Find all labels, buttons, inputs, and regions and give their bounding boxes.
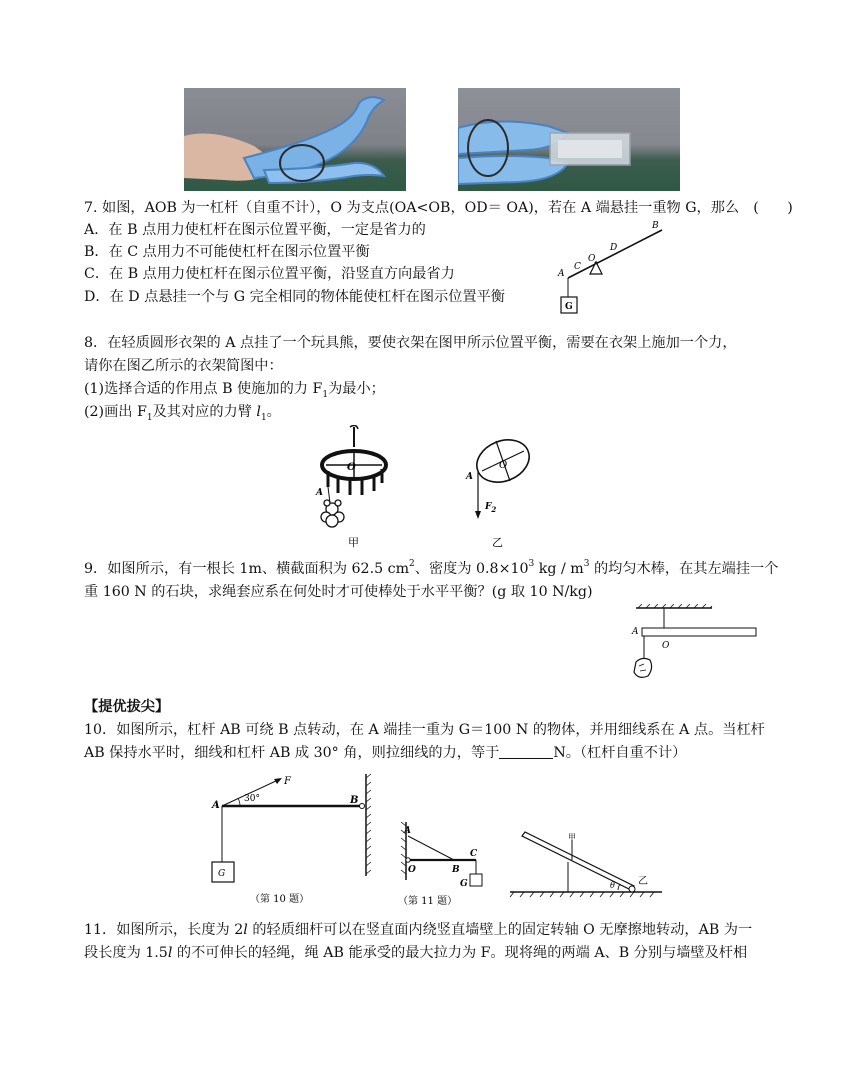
q8-item2-mid: 及其对应的力臂 — [152, 404, 257, 420]
q10-answer-blank[interactable] — [499, 744, 553, 759]
q9-sup1: 2 — [409, 559, 415, 569]
q10-label-b: B — [350, 795, 359, 806]
q9-figure — [624, 604, 764, 684]
q8-item2-pre: (2)画出 F — [84, 404, 147, 420]
q10-label-a: A — [212, 800, 220, 811]
q8-jia-caption: 甲 — [348, 536, 359, 549]
q11-label-c: C — [470, 849, 478, 859]
q7-label-b: B — [652, 221, 659, 231]
q9-l1a: 9．如图所示，有一根长 1m、横截面积为 62.5 cm — [84, 561, 410, 577]
q9-line2: 重 160 N 的石块，求绳套应系在何处时才可使棒处于水平平衡？(g 取 10 N/kg) — [84, 584, 593, 600]
q10-caption: （第 10 题） — [250, 894, 310, 905]
q8-figure-yi — [458, 425, 548, 553]
q11-caption: （第 11 题） — [398, 896, 458, 907]
q11-label-b: B — [452, 865, 460, 875]
q9-sup2: 3 — [528, 559, 535, 569]
q8-line1: 8．在轻质圆形衣架的 A 点挂了一个玩具熊，要使衣架在图甲所示位置平衡，需要在衣架上施加一个力， — [84, 335, 737, 351]
q8-yi-label-f: $F_2$ — [485, 502, 497, 514]
q11-line1 — [84, 920, 752, 940]
q8-item2 — [84, 402, 281, 423]
q7-option-c: C．在 B 点用力使杠杆在图示位置平衡，沿竖直方向最省力 — [84, 266, 455, 282]
q8-item2-l: l — [256, 404, 261, 420]
q10-line1: 10．如图所示，杠杆 AB 可绕 B 点转动，在 A 端挂一重为 G＝100 N 的物体，并用细线系在 A 点。当杠杆 — [84, 722, 765, 738]
q11-figure — [396, 820, 496, 910]
q7-option-d: D．在 D 点悬挂一个与 G 完全相同的物体能使杠杆在图示位置平衡 — [84, 289, 505, 305]
q8-item1-post: 为最小； — [328, 381, 385, 397]
q7-label-a: A — [558, 269, 565, 279]
q11-line2 — [84, 943, 747, 963]
clip-photo-box-drawing — [458, 88, 680, 191]
q11-line1-pre: 11．如图所示，长度为 2 — [84, 922, 244, 938]
q11-line2-post: 的不可伸长的轻绳，绳 AB 能承受的最大拉力为 F。现将绳的两端 A、B 分别与墙壁及杆相 — [172, 945, 748, 961]
q8-item1 — [84, 379, 385, 400]
q10-label-angle: 30° — [244, 794, 260, 804]
q8-item2-sub: 1 — [146, 412, 153, 423]
q7-label-c: C — [574, 262, 581, 272]
q11-line1-post: 的轻质细杆可以在竖直面内绕竖直墙壁上的固定转轴 O 无摩擦地转动，AB 为一 — [247, 922, 753, 938]
clip-photo-box — [458, 88, 680, 191]
q7-stem: 7. 如图，AOB 为一杠杆（自重不计），O 为支点(OA<OB，OD＝ OA)，若在 A 端悬挂一重物 G，那么 ( ) — [84, 200, 793, 216]
q11-line2-l: l — [167, 945, 173, 961]
q10-label-f: F — [284, 776, 291, 787]
q7-label-g: G — [565, 302, 573, 312]
q10-line2-pre: AB 保持水平时，细线和杠杆 AB 成 30° 角，则拉细线的力，等于 — [84, 745, 500, 761]
q8-yi-label-o: O — [499, 460, 508, 471]
q10-line2-post: N。（杠杆自重不计） — [553, 745, 687, 761]
q10-label-g: G — [218, 869, 226, 879]
q7-lever-figure — [540, 218, 670, 318]
q10-line2 — [84, 743, 686, 763]
q8-line2: 请你在图乙所示的衣架简图中： — [84, 358, 283, 374]
plank-label-jia: 甲 — [568, 833, 576, 842]
q8-item1-pre: (1)选择合适的作用点 B 使施加的力 F — [84, 381, 323, 397]
q11-label-a: A — [404, 826, 411, 836]
q8-item2-lsub: 1 — [260, 412, 267, 423]
q8-jia-label-o: O — [347, 462, 356, 473]
q11-label-o: O — [408, 865, 416, 875]
q7-option-a: A．在 B 点用力使杠杆在图示位置平衡，一定是省力的 — [84, 222, 426, 238]
q8-yi-caption: 乙 — [492, 536, 503, 549]
clip-photo-hand — [184, 88, 406, 191]
plank-label-yi: 乙 — [638, 876, 648, 887]
q11-line1-l: l — [243, 922, 248, 938]
q9-l1b: 、密度为 0.8×10 — [414, 561, 529, 577]
q8-item1-sub: 1 — [322, 389, 329, 400]
q8-item2-post: 。 — [266, 404, 281, 420]
q9-l1d: 的均匀木棒，在其左端挂一个 — [589, 561, 779, 577]
q8-yi-label-a: A — [466, 472, 473, 482]
q10-figure — [204, 766, 384, 906]
plank-figure — [506, 828, 666, 900]
q9-label-o: O — [662, 641, 670, 651]
section-heading: 【提优拔尖】 — [84, 699, 170, 715]
q9-sup3: 3 — [583, 559, 590, 569]
q9-l1c: kg / m — [534, 561, 584, 577]
q11-label-g: G — [460, 879, 468, 889]
clip-photo-hand-drawing — [184, 88, 406, 191]
q8-jia-label-a: A — [316, 488, 323, 498]
q9-label-a: A — [632, 627, 639, 637]
q8-figure-jia — [312, 425, 402, 553]
q7-label-d: D — [610, 243, 618, 253]
q7-option-b: B．在 C 点用力不可能使杠杆在图示位置平衡 — [84, 244, 370, 260]
q9-line1 — [84, 559, 778, 579]
plank-label-theta: θ — [610, 881, 615, 890]
q7-label-o: O — [588, 254, 596, 264]
q11-line2-pre: 段长度为 1.5 — [84, 945, 168, 961]
